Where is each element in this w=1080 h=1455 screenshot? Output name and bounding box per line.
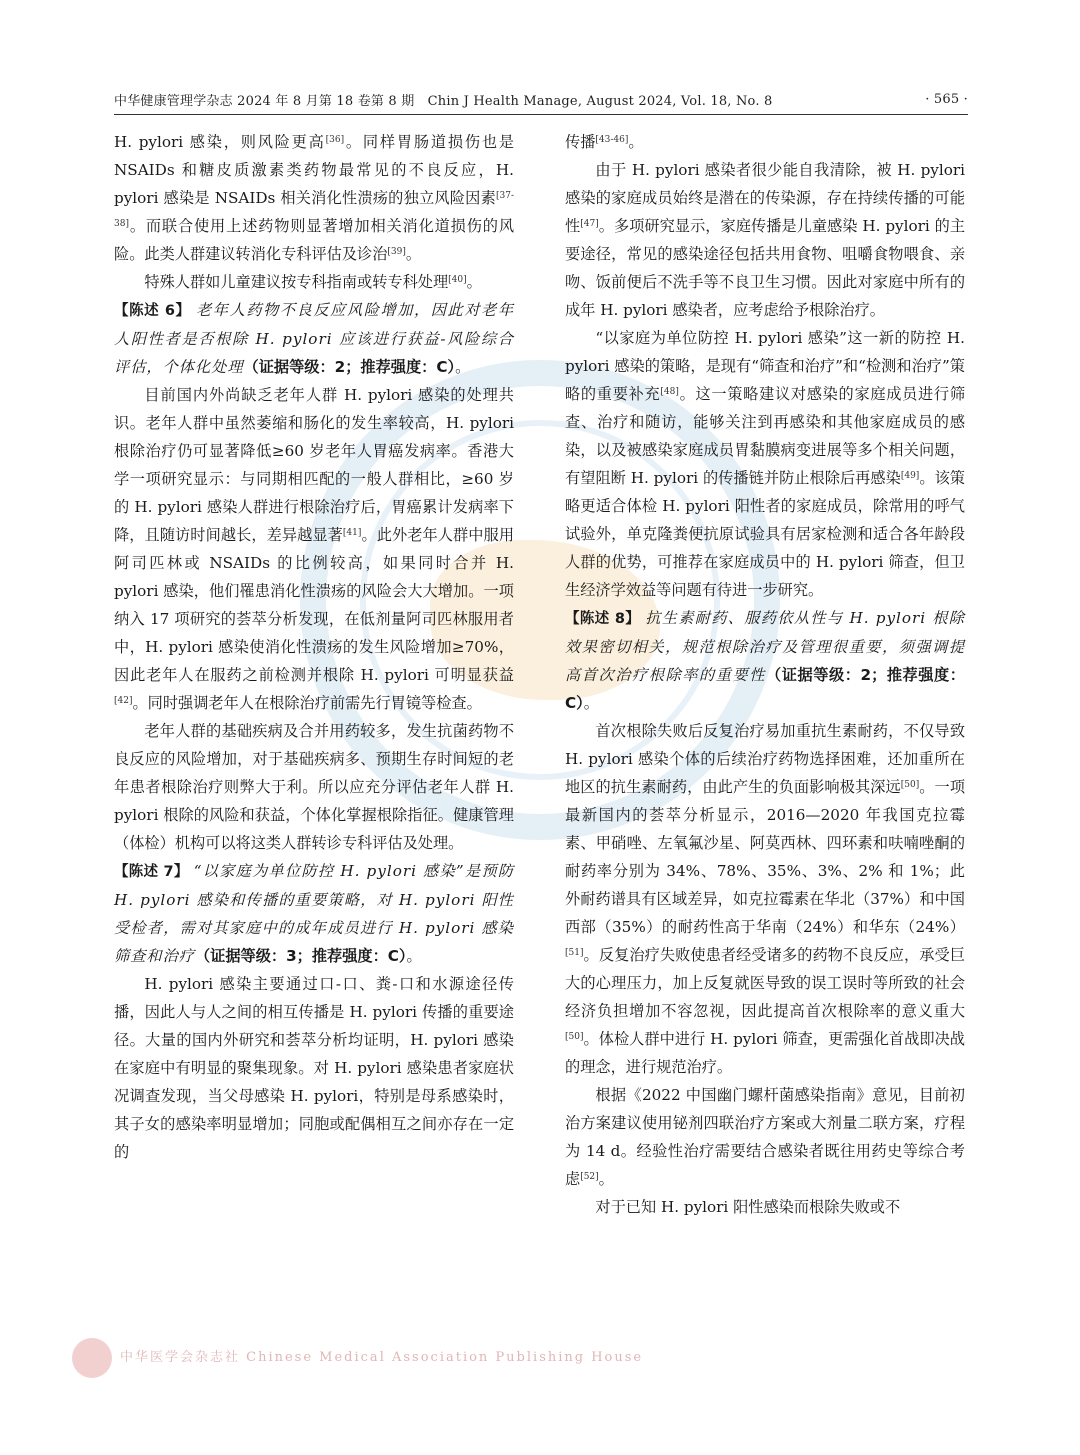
text: “以家庭为单位防控 H. pylori 感染”这一新的防控 H. pylori 感染的策略，是现有“筛查和治疗”和“检测和治疗”策略的重要补充	[565, 329, 965, 403]
citation-ref: [49]	[900, 471, 920, 481]
text: 。这一策略建议对感染的家庭成员进行筛查、治疗和随访，能够关注到再感染和其他家庭成员的感染，以及被感染家庭成员胃黏膜病变进展等多个相关问题，有望阻断 H. pylori 的传播链并防止根除后再感染	[565, 385, 966, 487]
statement-body: 抗生素耐药、服药依从性与 H. pylori 根除效果密切相关，规范根除治疗及管理很重要，须强调提高首次治疗根除率的重要性	[565, 609, 965, 684]
left-column	[114, 128, 514, 1166]
statement-tag: 【陈述 6】	[114, 303, 191, 319]
text: 传播	[565, 133, 596, 151]
paragraph	[114, 381, 514, 717]
paragraph	[114, 128, 514, 268]
publisher-watermark: 中华医学会杂志社 Chinese Medical Association Publishing House	[120, 1350, 644, 1365]
text: 。此外老年人群中服用阿司匹林或 NSAIDs 的比例较高，如果同时合并 H. pylori 感染，他们罹患消化性溃疡的风险会大大增加。一项纳入 17 项研究的荟萃分析发现，在低剂量阿司匹林服用者中，H. pylori 感染使消化性溃疡的发生风险增加≥70%，因此老年人在服药之前检测并根除 H. pylori 可明显获益	[114, 526, 515, 684]
text: 。	[466, 273, 482, 291]
text: 。而联合使用上述药物则显著增加相关消化道损伤的风险。此类人群建议转消化专科评估及诊治	[114, 217, 514, 263]
citation-ref: [39]	[387, 247, 406, 257]
citation-ref: [50]	[900, 780, 920, 790]
text: 。体检人群中进行 H. pylori 筛查，更需强化首战即决战的理念，进行规范治疗。	[565, 1030, 965, 1076]
text: 。	[406, 947, 422, 965]
paragraph	[565, 324, 965, 604]
paragraph	[565, 128, 965, 156]
statement-8	[565, 604, 965, 717]
text: 根据《2022 中国幽门螺杆菌感染指南》意见，目前初治方案建议使用铋剂四联治疗方案或大剂量二联方案，疗程为 14 d。经验性治疗需要结合感染者既往用药史等综合考虑	[565, 1086, 965, 1188]
text: 。同时强调老年人在根除治疗前需先行胃镜等检查。	[132, 694, 482, 712]
text: 特殊人群如儿童建议按专科指南或转专科处理	[144, 273, 449, 291]
text: 。	[628, 133, 644, 151]
evidence-grade: （证据等级：2；推荐强度：C）	[243, 358, 456, 376]
citation-ref: [43-46]	[595, 135, 629, 145]
citation-ref: [51]	[565, 948, 584, 958]
running-header	[114, 88, 968, 110]
citation-ref: [36]	[325, 135, 345, 145]
citation-ref: [40]	[448, 275, 467, 285]
paragraph: 对于已知 H. pylori 阳性感染而根除失败或不	[595, 1198, 901, 1216]
citation-ref: [52]	[580, 1172, 599, 1182]
statement-6	[114, 296, 514, 381]
citation-ref: [41]	[342, 528, 362, 538]
text: 首次根除失败后反复治疗易加重抗生素耐药，不仅导致 H. pylori 感染个体的后续治疗药物选择困难，还加重所在地区的抗生素耐药，由此产生的负面影响极其深远	[565, 722, 965, 796]
text: 。同样胃肠道损伤也是 NSAIDs 和糖皮质激素类药物最常见的不良反应，H. pylori 感染是 NSAIDs 相关消化性溃疡的独立风险因素	[114, 133, 515, 207]
statement-tag: 【陈述 8】	[565, 611, 641, 627]
journal-citation: 中华健康管理学杂志 2024 年 8 月第 18 卷第 8 期 Chin J Health Manage, August 2024, Vol. 18, No. 8	[114, 93, 773, 109]
statement-tag: 【陈述 7】	[114, 864, 189, 880]
paragraph	[565, 717, 965, 1081]
publisher-logo-icon	[72, 1338, 112, 1378]
paragraph: 老年人群的基础疾病及合并用药较多，发生抗菌药物不良反应的风险增加，对于基础疾病多、预期生存时间短的老年患者根除治疗则弊大于利。所以应充分评估老年人群 H. pylori 根除的风险和获益，个体化掌握根除指征。健康管理（体检）机构可以将这类人群转诊专科评估及处理。	[114, 722, 514, 852]
text: 。	[455, 358, 471, 376]
text: 。该策略更适合体检 H. pylori 阳性者的家庭成员，除常用的呼气试验外，单克隆粪便抗原试验具有居家检测和适合各年龄段人群的优势，可推荐在家庭成员中的 H. pylori 筛查，但卫生经济学效益等问题有待进一步研究。	[565, 469, 965, 599]
text: 。多项研究显示，家庭传播是儿童感染 H. pylori 的主要途径，常见的感染途径包括共用食物、咀嚼食物喂食、亲吻、饭前便后不洗手等不良卫生习惯。因此对家庭中所有的成年 H. pylori 感染者，应考虑给予根除治疗。	[565, 217, 966, 319]
right-column	[565, 128, 965, 1221]
statement-body: “以家庭为单位防控 H. pylori 感染”是预防 H. pylori 感染和传播的重要策略，对 H. pylori 阳性受检者，需对其家庭中的成年成员进行 H. pylori 感染筛查和治疗	[114, 862, 515, 965]
citation-ref: [50]	[565, 1032, 584, 1042]
evidence-grade: （证据等级：2；推荐强度：C）	[565, 666, 965, 712]
text: 。	[405, 245, 422, 263]
evidence-grade: （证据等级：3；推荐强度：C）	[194, 947, 407, 965]
statement-7	[114, 857, 514, 970]
text: 。	[583, 694, 599, 712]
citation-ref: [37-38]	[114, 191, 514, 229]
text: H. pylori 感染，则风险更高	[114, 133, 326, 151]
statement-body: 老年人药物不良反应风险增加，因此对老年人阳性者是否根除 H. pylori 应该进行获益-风险综合评估，个体化处理	[114, 301, 515, 376]
citation-ref: [42]	[114, 696, 133, 706]
paragraph	[114, 268, 514, 296]
citation-ref: [48]	[660, 387, 679, 397]
citation-ref: [47]	[580, 219, 599, 229]
page-number: · 565 ·	[925, 91, 968, 107]
text: 目前国内外尚缺乏老年人群 H. pylori 感染的处理共识。老年人群中虽然萎缩和肠化的发生率较高，H. pylori 根除治疗仍可显著降低≥60 岁老年人胃癌发病率。香港大学一项研究显示：与同期相匹配的一般人群相比，≥60 岁的 H. pylori 感染人群进行根除治疗后，胃癌累计发病率下降，且随访时间越长，差异越显著	[114, 386, 514, 544]
text: 。反复治疗失败使患者经受诸多的药物不良反应，承受巨大的心理压力，加上反复就医导致的误工误时等所致的社会经济负担增加不容忽视，因此提高首次根除率的意义重大	[565, 946, 965, 1020]
paragraph	[565, 156, 965, 324]
text: 。	[598, 1170, 614, 1188]
header-rule	[114, 114, 968, 115]
text: 由于 H. pylori 感染者很少能自我清除，被 H. pylori 感染的家庭成员始终是潜在的传染源，存在持续传播的可能性	[565, 161, 965, 235]
text: 。一项最新国内的荟萃分析显示，2016—2020 年我国克拉霉素、甲硝唑、左氧氟沙星、阿莫西林、四环素和呋喃唑酮的耐药率分别为 34%、78%、35%、3%、2% 和 1%；此外耐药谱具有区域差异，如克拉霉素在华北（37%）和中国西部（35%）的耐药性高于华南（24%）和华东（24%）	[565, 778, 966, 936]
paragraph: H. pylori 感染主要通过口-口、粪-口和水源途径传播，因此人与人之间的相互传播是 H. pylori 传播的重要途径。大量的国内外研究和荟萃分析均证明，H. pylori 感染在家庭中有明显的聚集现象。对 H. pylori 感染患者家庭状况调查发现，当父母感染 H. pylori，特别是母系感染时，其子女的感染率明显增加；同胞或配偶相互之间亦存在一定的	[114, 975, 514, 1161]
paragraph	[565, 1081, 965, 1193]
